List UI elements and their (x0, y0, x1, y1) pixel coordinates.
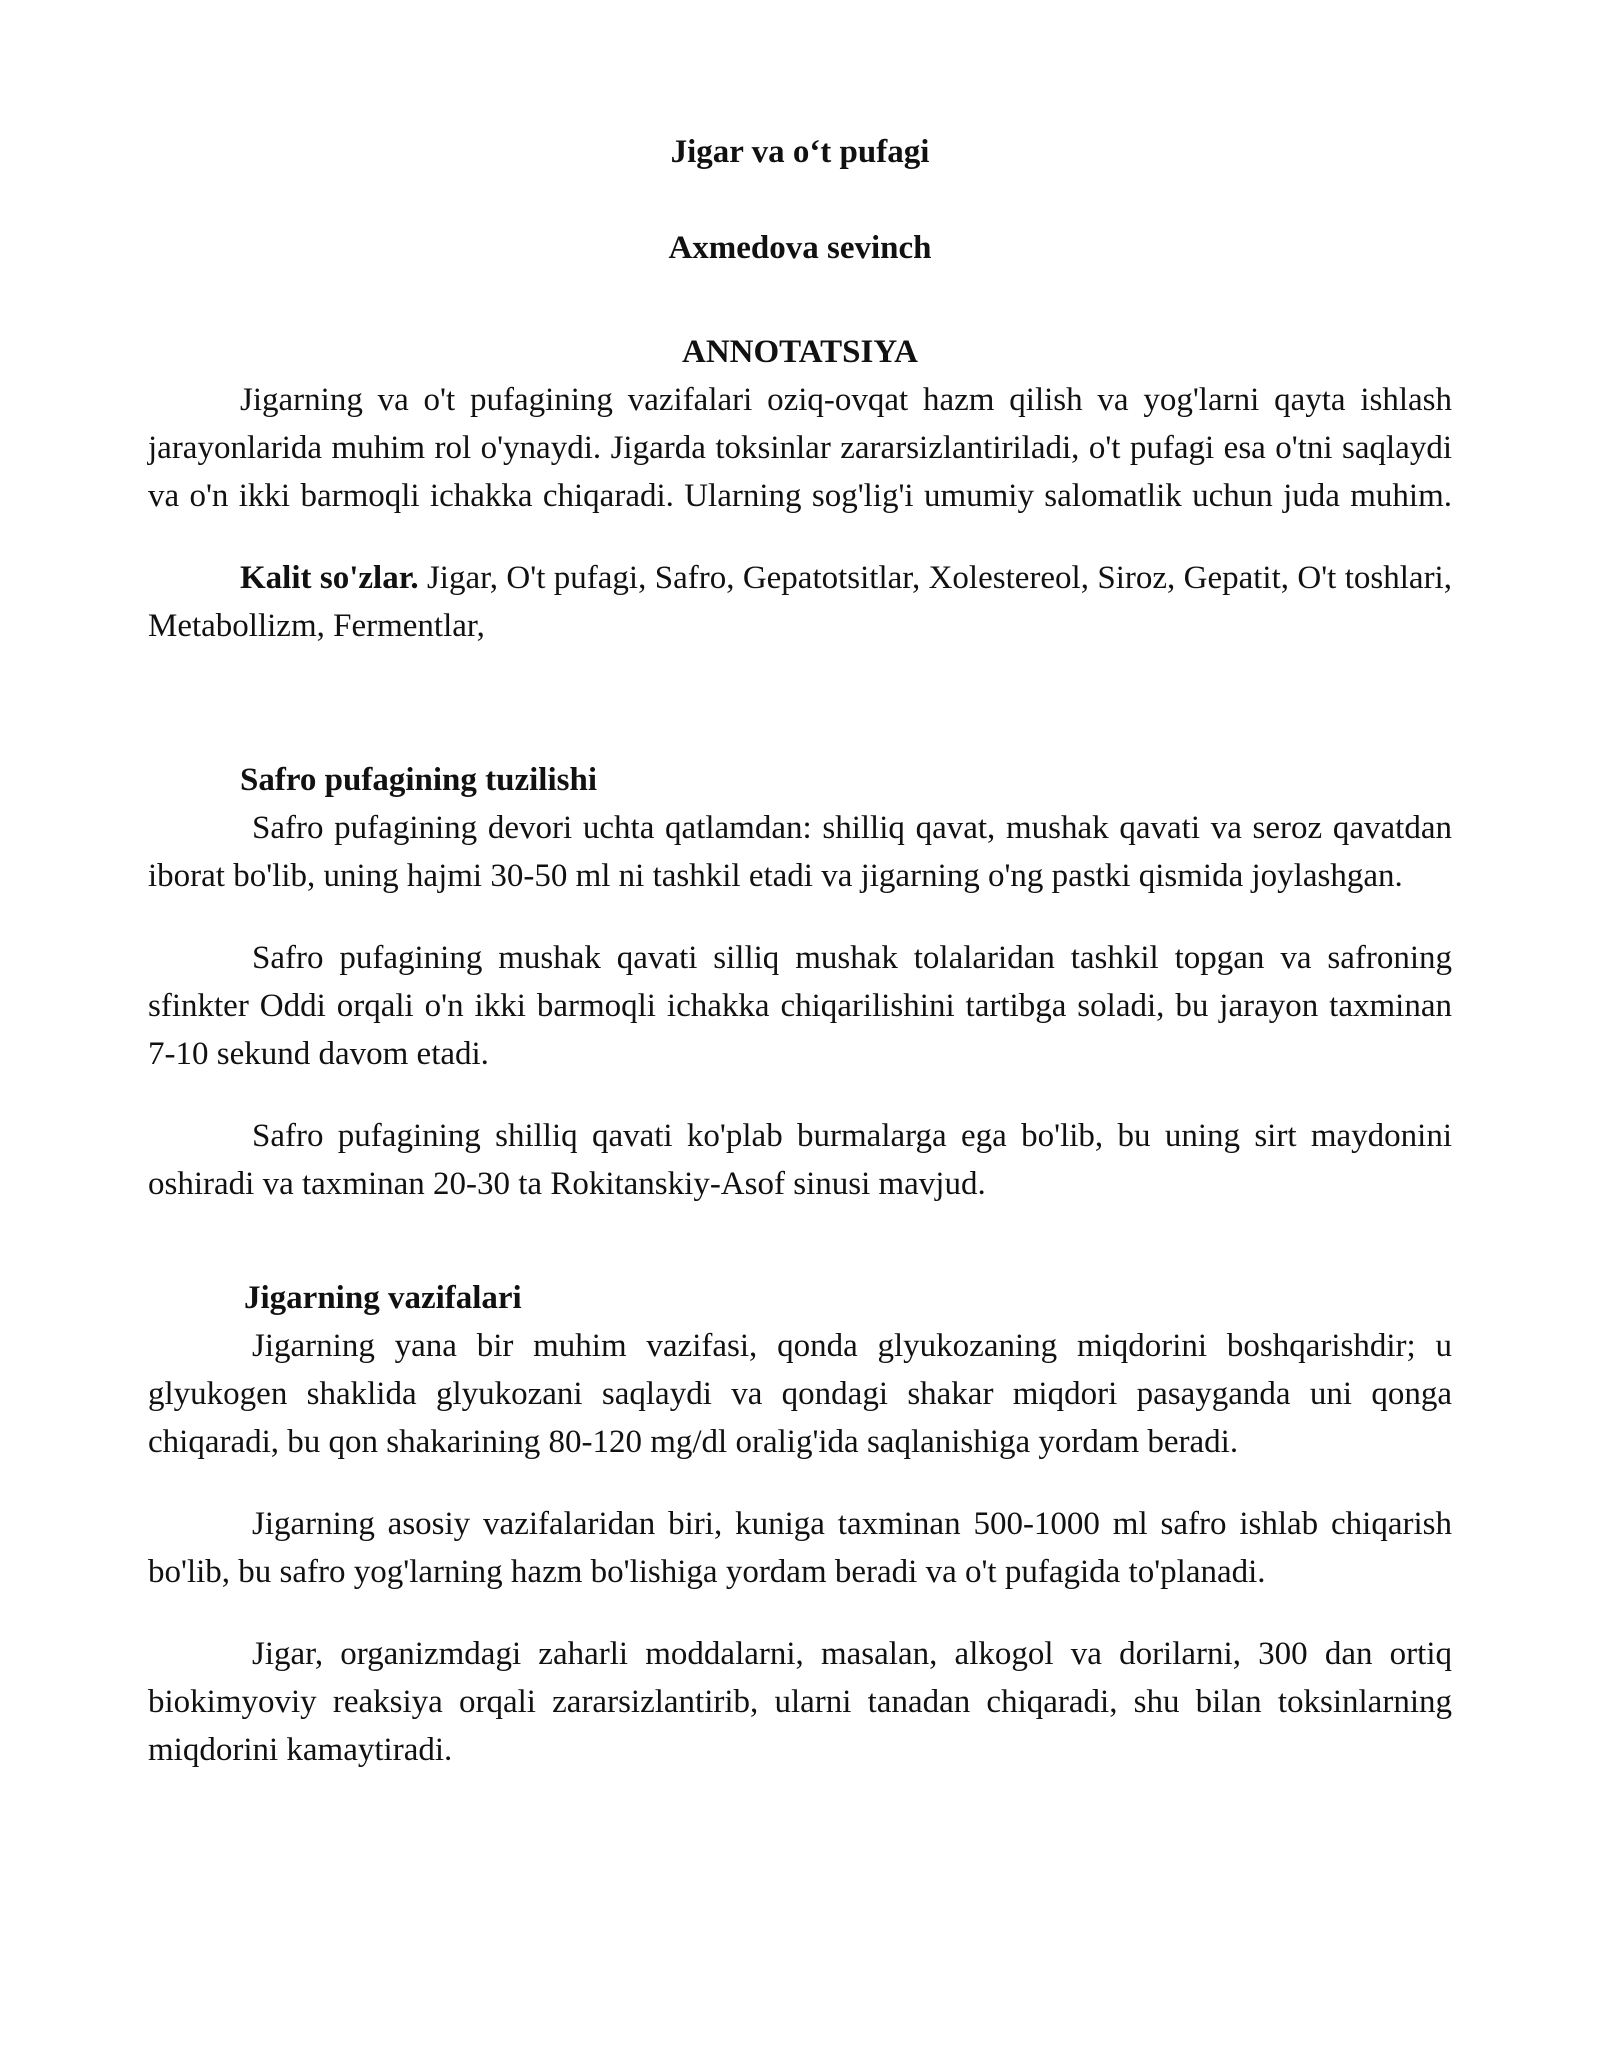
document-author: Axmedova sevinch (668, 230, 932, 266)
section-paragraph: Safro pufagining devori uchta qatlamdan: shilliq qavat, mushak qavati va seroz qavatdan iborat bo'lib, uning hajmi 30-50 ml ni tashkil etadi va jigarning o'ng pastki qismida joylashgan. (148, 810, 1452, 894)
section-paragraph: Jigarning asosiy vazifalaridan biri, kuniga taxminan 500-1000 ml safro ishlab chiqarish bo'lib, bu safro yog'larning hazm bo'lishiga yordam beradi va o't pufagida to'planadi. (148, 1506, 1452, 1590)
document-title: Jigar va o‘t pufagi (670, 134, 930, 170)
section-paragraph: Jigarning yana bir muhim vazifasi, qonda glyukozaning miqdorini boshqarishdir; u glyukogen shaklida glyukozani saqlaydi va qondagi shakar miqdori pasayganda uni qonga chiqaradi, bu qon shakarining 80-120 mg/dl oralig'ida saqlanishiga yordam beradi. (148, 1328, 1452, 1460)
keywords-label: Kalit so'zlar. (240, 560, 419, 596)
section-heading-liver-functions: Jigarning vazifalari (244, 1280, 522, 1316)
document-page (148, 128, 1452, 1774)
section-heading-gallbladder-structure: Safro pufagining tuzilishi (240, 762, 597, 798)
annotation-heading: ANNOTATSIYA (682, 334, 918, 370)
keywords-list: Jigar, O't pufagi, Safro, Gepatotsitlar, Xolestereol, Siroz, Gepatit, O't toshlari, Metabollizm, Fermentlar, (148, 560, 1452, 644)
keywords-paragraph (148, 554, 1452, 650)
section-paragraph: Safro pufagining mushak qavati silliq mushak tolalaridan tashkil topgan va safroning sfinkter Oddi orqali o'n ikki barmoqli ichakka chiqarilishini tartibga soladi, bu jarayon taxminan 7-10 sekund davom etadi. (148, 940, 1452, 1072)
section-paragraph: Jigar, organizmdagi zaharli moddalarni, masalan, alkogol va dorilarni, 300 dan ortiq biokimyoviy reaksiya orqali zararsizlantirib, ularni tanadan chiqaradi, shu bilan toksinlarning miqdorini kamaytiradi. (148, 1636, 1452, 1768)
section-paragraph: Safro pufagining shilliq qavati ko'plab burmalarga ega bo'lib, bu uning sirt maydonini oshiradi va taxminan 20-30 ta Rokitanskiy-Asof sinusi mavjud. (148, 1118, 1452, 1202)
annotation-paragraph: Jigarning va o't pufagining vazifalari oziq-ovqat hazm qilish va yog'larni qayta ishlash jarayonlarida muhim rol o'ynaydi. Jigarda toksinlar zararsizlantiriladi, o't pufagi esa o'tni saqlaydi va o'n ikki barmoqli ichakka chiqaradi. Ularning sog'lig'i umumiy salomatlik uchun juda muhim. (148, 382, 1452, 514)
